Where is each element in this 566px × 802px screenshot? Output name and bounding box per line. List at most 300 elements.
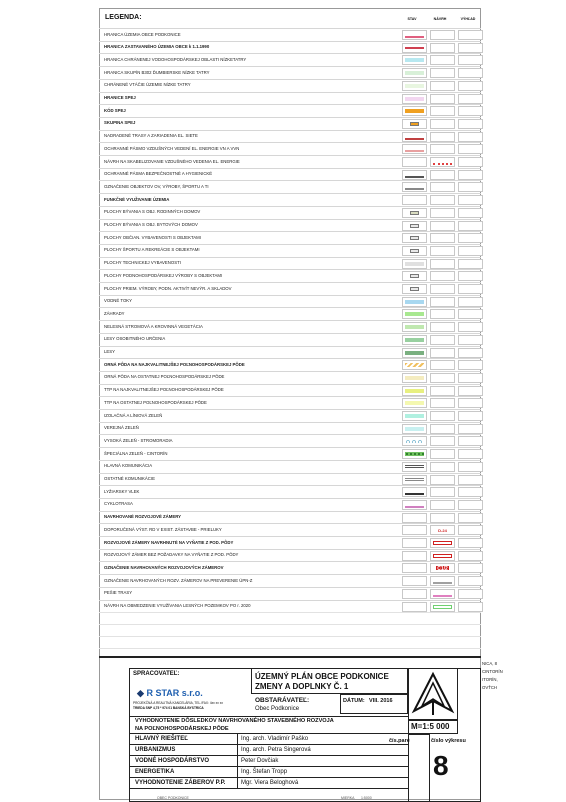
legend-symbol-cell	[402, 119, 427, 129]
author-divider	[237, 745, 238, 756]
legend-symbol-cell	[458, 43, 483, 53]
legend-symbol-cell	[430, 284, 455, 294]
legend-symbol-cell	[402, 551, 427, 561]
legend-row-label: OZNAČENIE NAVRHOVANÝCH ROZVOJOVÝCH ZÁMEROV	[104, 564, 224, 570]
legend-row	[99, 193, 481, 206]
legend-symbol-cell	[458, 462, 483, 472]
legend-row-label: HRANICA ÚZEMIA OBCE PODKONICE	[104, 31, 181, 37]
legend-symbol-cell	[402, 411, 427, 421]
margin-note: ITORÍN,	[482, 677, 498, 682]
company-logo	[137, 688, 203, 699]
legend-row	[99, 549, 481, 562]
legend-row	[99, 307, 481, 320]
legend-symbol-cell	[402, 106, 427, 116]
legend-symbol	[410, 249, 419, 253]
legend-symbol	[405, 414, 424, 418]
legend-row	[99, 409, 481, 422]
legend-row	[99, 231, 481, 244]
legend-symbol-cell	[458, 68, 483, 78]
legend-symbol-cell	[402, 500, 427, 510]
legend-row-label: ROZVOJOVÝ ZÁMER BEZ POŽADAVKY NA VYŇATIE Z POD. PÔDY	[104, 552, 239, 558]
main-subtitle: ZMENY A DOPLNKY Č. 1	[255, 682, 349, 691]
company-name: R STAR s.r.o.	[146, 688, 203, 698]
legend-row-label: KÓD SPEJ	[104, 107, 126, 113]
legend-row-label: HLAVNÁ KOMUNIKÁCIA	[104, 463, 153, 469]
legend-symbol-cell	[430, 246, 455, 256]
legend-symbol	[410, 274, 419, 278]
author-role: HLAVNÝ RIEŠITEĽ	[135, 736, 188, 742]
margin-note: NICA, 8	[482, 661, 498, 666]
legend-symbol	[405, 338, 424, 342]
legend-symbol-cell	[430, 68, 455, 78]
legend-symbol-cell	[402, 525, 427, 535]
title-block	[99, 656, 481, 800]
legend-symbol-cell	[458, 576, 483, 586]
legend-row-label: OCHRANNÉ PÁSMO VZDUŠNÝCH VEDENÍ EL. ENERGIE VN A VVN	[104, 145, 240, 151]
legend-row-label: NÁVRH NA SKABELIZOVANIE VZDUŠNÉHO VEDENIA EL. ENERGIE	[104, 158, 240, 164]
legend-row-label: TTP NA NAJKVALITNEJŠEJ POĽNOHOSPODÁRSKEJ PÔDE	[104, 387, 224, 393]
legend-row-label: OZNAČENIE OBJEKTOV OV, VÝROBY, ŠPORTU A TI	[104, 183, 209, 189]
margin-note: OVŤCH	[482, 685, 498, 690]
legend-symbol-cell	[430, 360, 455, 370]
legend-symbol-cell	[430, 157, 455, 167]
legend-symbol-cell	[458, 500, 483, 510]
legend-row	[99, 536, 481, 549]
legend-symbol	[405, 325, 424, 329]
legend-symbol-cell	[402, 386, 427, 396]
legend-row-label: NÁVRH NA OBMEDZENIE VYUŽÍVANIA LESNÝCH POZEMKOV PO r. 2020	[104, 603, 251, 608]
author-row	[129, 745, 408, 756]
legend-symbol	[405, 478, 424, 481]
legend-symbol-cell	[458, 449, 483, 459]
legend-symbol	[410, 236, 419, 240]
legend-symbol	[405, 71, 424, 75]
legend-symbol-cell	[430, 195, 455, 205]
legend-symbol-cell	[458, 271, 483, 281]
legend-symbol-cell	[402, 589, 427, 599]
legend-symbol	[405, 503, 424, 508]
legend-symbol-cell	[402, 259, 427, 269]
legend-symbol-cell	[458, 424, 483, 434]
legend-row	[99, 168, 481, 181]
drawing-title-line-2: NA POĽNOHOSPODÁRSKEJ PÔDE	[135, 726, 229, 732]
author-name: Peter Dovčiak	[241, 758, 279, 764]
legend-symbol-cell	[458, 602, 483, 612]
north-arrow-icon	[411, 671, 455, 717]
legend-symbol-cell	[430, 411, 455, 421]
legend-row-label: ŠPECIÁLNA ZELEŇ - CINTORÍN	[104, 450, 168, 456]
legend-row	[99, 41, 481, 54]
legend-symbol-cell	[458, 322, 483, 332]
legend-row	[99, 219, 481, 232]
author-role: URBANIZMUS	[135, 747, 176, 753]
legend-symbol-cell	[402, 284, 427, 294]
legend-symbol	[410, 122, 419, 126]
legend-symbol-cell	[430, 309, 455, 319]
legend-row	[99, 180, 481, 193]
legend-row	[99, 460, 481, 473]
legend-symbol-cell	[402, 373, 427, 383]
legend-symbol-cell	[458, 411, 483, 421]
scale-value: M=1:5 000	[411, 722, 450, 731]
legend-symbol-cell	[458, 538, 483, 548]
legend-symbol-cell	[458, 119, 483, 129]
legend-symbol	[405, 439, 424, 443]
legend-row	[99, 79, 481, 92]
legend-symbol-cell	[430, 144, 455, 154]
legend-symbol-cell	[430, 500, 455, 510]
legend-row-label: TTP NA OSTATNEJ POĽNOHOSPODÁRSKEJ PÔDE	[104, 399, 207, 405]
legend-symbol	[405, 84, 424, 88]
legend-row-label: NAVRHOVANÉ ROZVOJOVÉ ZÁMERY	[104, 514, 182, 520]
legend-row-label: VEREJNÁ ZELEŇ	[104, 425, 139, 431]
footer-obec: OBEC PODKONICE	[157, 796, 189, 800]
legend-row	[99, 511, 481, 524]
legend-symbol-cell	[430, 576, 455, 586]
legend-row	[99, 28, 481, 41]
legend-symbol-cell	[402, 576, 427, 586]
legend-symbol-cell	[402, 195, 427, 205]
legend-symbol-cell	[402, 348, 427, 358]
legend-symbol	[433, 554, 452, 558]
legend-row	[99, 130, 481, 143]
legend-symbol-cell	[430, 386, 455, 396]
legend-symbol-cell	[402, 30, 427, 40]
legend-row-label: OZNAČENIE NAVRHOVANÝCH ROZV. ZÁMEROV NA PREVERENIE ÚPN-Z	[104, 577, 253, 583]
legend-row-label: OCHRANNÉ PÁSMA BEZPEČNOSTNÉ A HYGIENICKÉ	[104, 171, 213, 177]
spracovatel-label: SPRACOVATEĽ:	[133, 671, 180, 677]
legend-row	[99, 574, 481, 587]
legend-symbol-cell	[458, 144, 483, 154]
legend-symbol	[405, 312, 424, 316]
legend-symbol-cell	[458, 233, 483, 243]
obstaravatel-value: Obec Podkonice	[255, 706, 300, 712]
legend-symbol	[405, 109, 424, 113]
legend-symbol-cell	[458, 106, 483, 116]
legend-symbol-cell	[458, 309, 483, 319]
legend-symbol-cell	[430, 43, 455, 53]
legend-symbol-cell	[402, 132, 427, 142]
legend-symbol	[405, 173, 424, 178]
legend-symbol-cell	[430, 525, 455, 535]
paré-box	[408, 734, 430, 802]
legend-row-label: PLOCHY OBČIAN. VYBAVENOSTI S OBJEKTAMI	[104, 234, 201, 240]
legend-symbol-cell	[458, 563, 483, 573]
legend-row-label: ORNÁ PÔDA NA NAJKVALITNEJŠEJ POĽNOHOSPODÁRSKEJ PÔDE	[104, 361, 245, 367]
legend-symbol-cell	[402, 602, 427, 612]
legend-symbol-cell	[430, 55, 455, 65]
legend-symbol-cell	[458, 157, 483, 167]
legend-symbol-cell	[458, 348, 483, 358]
legend-symbol-cell	[430, 81, 455, 91]
legend-row	[99, 320, 481, 333]
legend-symbol	[405, 47, 424, 49]
legend-symbol-cell	[402, 309, 427, 319]
logo-mark-icon: ◆	[137, 688, 144, 698]
legend-symbol-cell	[402, 538, 427, 548]
legend-row	[99, 523, 481, 536]
legend-symbol	[410, 224, 419, 228]
author-row	[129, 767, 408, 778]
legend-symbol-cell	[458, 475, 483, 485]
legend-row-label: VYSOKÁ ZELEŇ - STROMORADIA	[104, 437, 173, 443]
legend-symbol	[433, 160, 452, 165]
legend-symbol-cell	[430, 462, 455, 472]
legend-row-label: NADRADENÉ TRASY A ZARIADENIA EL. SIETE	[104, 133, 198, 139]
legend-symbol-cell	[430, 208, 455, 218]
legend-symbol	[410, 211, 419, 215]
legend-symbol-cell	[402, 398, 427, 408]
legend-symbol-cell	[458, 386, 483, 396]
legend-row	[99, 600, 481, 613]
legend-row	[99, 142, 481, 155]
legend-symbol-cell	[430, 602, 455, 612]
legend-symbol-cell	[402, 43, 427, 53]
legend-symbol-cell	[458, 373, 483, 383]
legend-symbol-cell	[402, 208, 427, 218]
legend-symbol-cell	[402, 475, 427, 485]
author-name: Ing. Štefan Tropp	[241, 769, 288, 775]
author-divider	[237, 734, 238, 745]
legend-symbol-cell	[402, 513, 427, 523]
legend-row-label: ORNÁ PÔDA NA OSTATNEJ POĽNOHOSPODÁRSKEJ PÔDE	[104, 374, 225, 380]
legend-symbol-cell	[402, 182, 427, 192]
legend-row	[99, 333, 481, 346]
legend-row	[99, 473, 481, 486]
drawing-title-line-1: VYHODNOTENIE DÔSLEDKOV NAVRHOVANÉHO STAVEBNÉHO ROZVOJA	[135, 718, 334, 724]
legend-row	[99, 66, 481, 79]
legend-row	[99, 485, 481, 498]
legend-symbol	[405, 465, 424, 468]
company-address-1: PROJEKČNÁ A REALITNÁ KANCELÁRIA, TEL./FAX: 4xx xx xx	[133, 701, 223, 705]
legend-row-label: HRANICA SKUPÍN B302 ĎUMBIERSKE NÍZKE TATRY	[104, 69, 210, 75]
legend-symbol-cell	[402, 424, 427, 434]
author-row	[129, 778, 408, 789]
margin-note: CINTORÍN	[482, 669, 503, 674]
legend-symbol-cell	[402, 335, 427, 345]
legend-symbol-cell	[430, 538, 455, 548]
legend-symbol	[405, 300, 424, 304]
legend-symbol-cell	[458, 208, 483, 218]
author-row	[129, 734, 408, 745]
legend-symbol-cell	[458, 170, 483, 180]
legend-symbol-cell	[430, 132, 455, 142]
legend-row-label: IZOLAČNÁ A LÍNIOVÁ ZELEŇ	[104, 412, 163, 418]
legend-symbol	[405, 401, 424, 405]
author-name: Ing. arch. Vladimír Paško	[241, 736, 309, 742]
legend-symbol-cell	[458, 284, 483, 294]
legend-symbol-cell	[430, 589, 455, 599]
legend-symbol-cell	[430, 449, 455, 459]
legend-row	[99, 498, 481, 511]
legend-symbol-cell	[458, 195, 483, 205]
legend-symbol-cell	[458, 436, 483, 446]
legend-row	[99, 434, 481, 447]
main-title: ÚZEMNÝ PLÁN OBCE PODKONICE	[255, 672, 389, 681]
legend-row-label: OSTATNÉ KOMUNIKÁCIE	[104, 476, 155, 481]
legend-symbol-cell	[402, 436, 427, 446]
legend-row-label: NELESNÁ STROMOVÁ A KROVINNÁ VEGETÁCIA	[104, 323, 203, 329]
legend-symbol-cell	[458, 182, 483, 192]
legend-row-label: CHRÁNENÉ VTÁČIE ÚZEMIE NÍZKE TATRY	[104, 82, 191, 88]
legend-symbol	[405, 351, 424, 355]
legend-symbol-cell	[430, 513, 455, 523]
legend-symbol-cell	[402, 360, 427, 370]
legend-row	[99, 282, 481, 295]
legend-symbol-cell	[430, 348, 455, 358]
legend-symbol-cell	[430, 373, 455, 383]
legend-symbol-cell	[402, 563, 427, 573]
legend-symbol-cell	[458, 360, 483, 370]
legend-symbol-cell	[402, 68, 427, 78]
legend-symbol-cell	[402, 487, 427, 497]
legend-symbol-cell	[430, 259, 455, 269]
cislo-vykresu-label: číslo výkresu	[431, 738, 466, 744]
legend-symbol-cell	[402, 322, 427, 332]
legend-symbol-cell	[402, 144, 427, 154]
legend-row	[99, 396, 481, 409]
legend-row-label: HRANICE SPEJ	[104, 95, 136, 100]
legend-symbol-cell	[430, 119, 455, 129]
footer-mierka-label: MIERKA	[341, 796, 355, 800]
legend-symbol-cell	[458, 55, 483, 65]
legend-row-label: LESY OSOBITNÉHO URČENIA	[104, 336, 166, 342]
legend-symbol: Č1/2	[437, 566, 448, 573]
legend-symbol-cell	[458, 551, 483, 561]
legend-symbol-cell	[402, 170, 427, 180]
legend-symbol-cell	[458, 487, 483, 497]
legend-row-label: DOPORUČENÁ VÝST. RD V EXIST. ZÁSTAVBE - PRIELUKY	[104, 526, 222, 532]
cis-pare-label: čís.paré	[389, 738, 410, 744]
legend-symbol	[405, 135, 424, 140]
legend-row-label: HRANICA CHRÁNENEJ VODOHOSPODÁRSKEJ OBLASTI NÍZKETATRY	[104, 56, 247, 62]
legend-row	[99, 117, 481, 130]
legend-symbol-cell	[430, 170, 455, 180]
author-name: Mgr. Viera Beloghová	[241, 780, 299, 786]
legend-symbol	[405, 58, 424, 62]
legend-row-label: CYKLOTRASA	[104, 501, 133, 507]
legend-symbol-cell	[430, 335, 455, 345]
legend-symbol-cell	[430, 487, 455, 497]
legend-row-label: HRANICA ZASTAVANÉHO ÚZEMIA OBCE k 1.1.1990	[104, 44, 210, 50]
legend-symbol-cell	[458, 589, 483, 599]
author-divider	[237, 778, 238, 789]
legend-symbol	[405, 97, 424, 101]
legend-symbol	[405, 427, 424, 431]
legend-symbol-cell	[402, 246, 427, 256]
legend-symbol-cell	[430, 322, 455, 332]
legend-row-label: ROZVOJOVÉ ZÁMERY NAVRHNUTÉ NA VYŇATIE Z POD. PÔDY	[104, 539, 234, 545]
legend-symbol-cell	[430, 30, 455, 40]
legend-row	[99, 53, 481, 66]
legend-row	[99, 358, 481, 371]
drawing-number: 8	[433, 750, 449, 781]
legend-symbol-cell	[402, 55, 427, 65]
legend-symbol-cell	[458, 259, 483, 269]
legend-symbol	[433, 592, 452, 597]
legend-symbol	[433, 541, 452, 545]
legend-row	[99, 104, 481, 117]
blank-row	[99, 624, 481, 636]
legend-row-label: PEŠIE TRASY	[104, 590, 133, 596]
col-header-stav: STAV	[407, 17, 417, 21]
legend-symbol-cell	[430, 106, 455, 116]
legend-symbol	[410, 287, 419, 291]
legend-row	[99, 384, 481, 397]
obstaravatel-label: OBSTARÁVATEĽ:	[255, 697, 310, 704]
legend-row	[99, 244, 481, 257]
legend-row-label: LESY	[104, 349, 115, 354]
legend-row	[99, 371, 481, 384]
legend-symbol	[405, 389, 424, 393]
legend-title: LEGENDA:	[105, 14, 142, 21]
col-header-vyhlad: VÝHĽAD	[460, 17, 476, 21]
legend-symbol	[405, 262, 424, 266]
legend-symbol	[405, 363, 424, 367]
col-header-navrh: NÁVRH	[433, 17, 447, 21]
legend-symbol-cell	[430, 398, 455, 408]
blank-row	[99, 636, 481, 648]
legend-row	[99, 257, 481, 270]
legend-row-label: PLOCHY PODNOHOSPODÁRSKEJ VÝROBY S OBJEKTAMI	[104, 272, 223, 278]
legend-symbol-cell	[402, 94, 427, 104]
legend-symbol-cell	[430, 475, 455, 485]
legend-symbol-cell	[430, 221, 455, 231]
legend-symbol-cell	[430, 424, 455, 434]
legend-row	[99, 92, 481, 105]
legend-symbol	[405, 33, 424, 38]
legend-symbol-cell	[458, 398, 483, 408]
legend-symbol-cell	[430, 182, 455, 192]
legend-row-label: PLOCHY TECHNICKEJ VYBAVENOSTI	[104, 260, 181, 266]
legend-row-label: VODNÉ TOKY	[104, 298, 133, 304]
legend-row	[99, 155, 481, 168]
legend-symbol	[405, 376, 424, 380]
legend-symbol	[405, 452, 424, 456]
drawing-sheet	[99, 8, 481, 800]
legend-row-label: PLOCHY PRIEM. VÝROBY, PODN. AKTIVÍT NEVÝR. A SKLADOV	[104, 285, 232, 291]
legend-row	[99, 561, 481, 574]
legend-symbol-cell	[430, 297, 455, 307]
author-row	[129, 756, 408, 767]
legend-row	[99, 587, 481, 600]
author-name: Ing. arch. Petra Singerová	[241, 747, 311, 753]
date-value: VIII. 2016	[369, 698, 393, 704]
legend-symbol	[405, 185, 424, 190]
legend-symbol-cell	[458, 335, 483, 345]
legend-symbol-cell	[430, 436, 455, 446]
legend-row	[99, 447, 481, 460]
legend-row	[99, 269, 481, 282]
legend-symbol-cell	[458, 81, 483, 91]
legend-symbol	[433, 579, 452, 584]
legend-symbol-cell	[430, 271, 455, 281]
legend-row-label: FUNKČNÉ VYUŽIVANIE ÚZEMIA	[104, 196, 170, 202]
footer-mierka-value: 1:5000	[361, 796, 372, 800]
legend-symbol-cell	[402, 462, 427, 472]
legend-symbol	[433, 605, 452, 609]
legend-row-label: LYŽIARSKY VLEK	[104, 488, 140, 494]
legend-row-label: SKUPINA SPEJ	[104, 120, 136, 126]
legend-symbol-cell	[458, 525, 483, 535]
blank-row	[99, 612, 481, 624]
right-cut-notes	[482, 660, 562, 692]
legend-symbol-cell	[402, 81, 427, 91]
legend-symbol-cell	[458, 297, 483, 307]
legend-row-label: ZÁHRADY	[104, 310, 125, 316]
legend-symbol: D-24	[438, 528, 447, 534]
legend-symbol-cell	[458, 94, 483, 104]
